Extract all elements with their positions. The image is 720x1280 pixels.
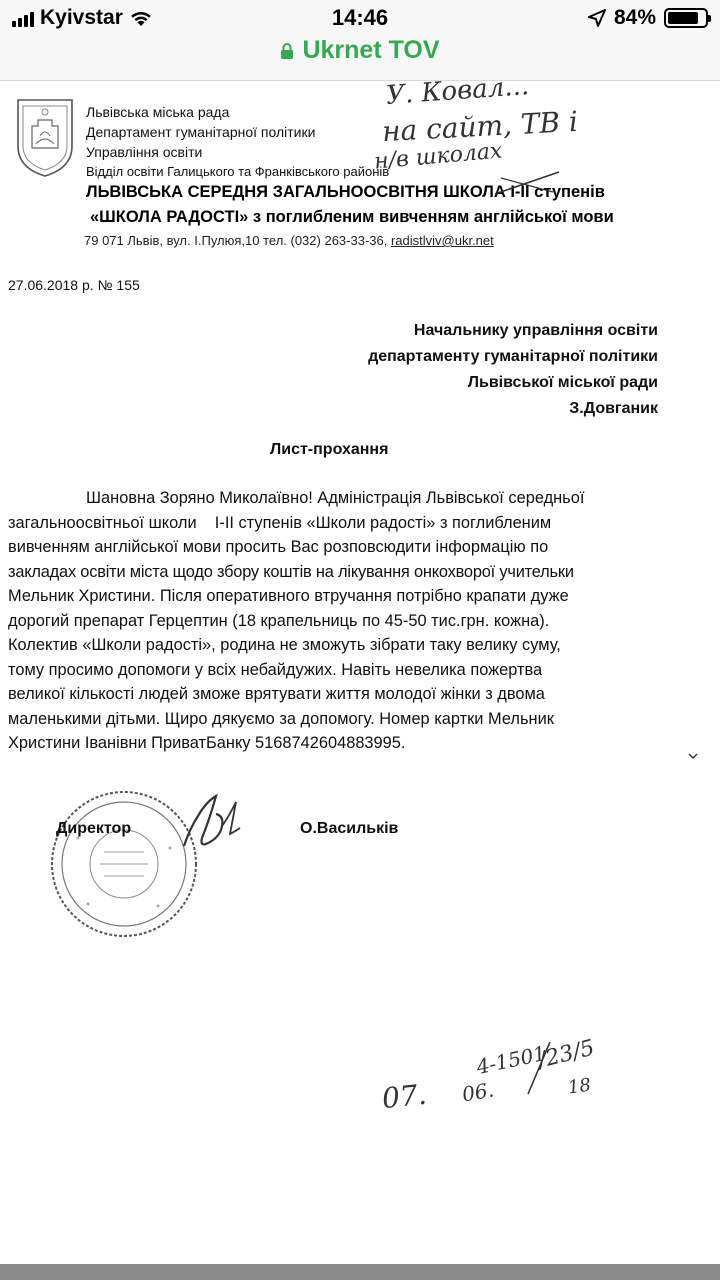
letter-date-number: 27.06.2018 р. № 155 [8,277,140,293]
status-right [588,6,708,30]
body-line: маленькими дітьми. Щиро дякуємо за допомогу. Номер картки Мельник [8,709,554,728]
status-bar [0,0,720,81]
url-bar[interactable] [0,36,720,65]
handwritten-reg-number: 4-1501 [474,1040,549,1080]
url-label: Ukrnet TOV [302,36,440,64]
handwritten-reg-month: 06. [460,1077,496,1107]
address-text: 79 071 Львів, вул. І.Пулюя,10 тел. (032) 263-33-36, [84,233,391,248]
signature-position: Директор [56,820,132,837]
letter-body [8,486,658,756]
handwritten-slash-mark [524,1038,554,1098]
signatory-name: О.Васильків [300,820,399,837]
clock: 14:46 [331,5,389,30]
handwritten-strike-mark [493,168,563,198]
addressee-line-1: Начальнику управління освіти [413,322,658,339]
handwritten-signature [176,788,256,860]
scroll-indicator-icon [688,752,698,760]
carrier-name: Kyivstar [40,6,123,29]
document-page [0,71,720,1264]
addressee-line-3: Львівської міської ради [467,374,658,391]
battery-level [668,12,698,24]
body-line: вивченням англійської мови просить Вас розповсюдити інформацію по [8,538,549,556]
letterhead-line-4: Відділ освіти Галицького та Франківського районів [86,164,390,179]
body-line: великої кількості людей зможе врятувати життя молодої жінки з двома [8,685,545,703]
body-line: Христини Іванівни ПриватБанку 5168742604883995. [8,734,406,752]
lock-icon [280,42,294,60]
body-line: Колектив «Школи радості», родина не зможуть зібрати таку велику суму, [8,636,561,654]
handwritten-reg-day: 07. [380,1077,429,1116]
letterhead-line-2: Департамент гуманітарної політики [86,124,316,140]
body-line: дорогий препарат Герцептин (18 крапельниць по 45-50 тис.грн. кожна). [8,611,550,630]
body-line: Шановна Зоряно Миколаївно! Адміністрація Львівської середньої [86,489,585,507]
school-name-line-1: ЛЬВІВСЬКА СЕРЕДНЯ ЗАГАЛЬНООСВІТНЯ ШКОЛА I-II ступенів [86,183,605,201]
bottom-toolbar [0,1264,720,1280]
location-arrow-icon [588,9,606,27]
body-line: Мельник Христини. Після оперативного втручання потрібно крапати дуже [8,587,569,605]
letterhead-line-3: Управління освіти [86,144,203,160]
school-email: radistlviv@ukr.net [390,233,494,248]
handwritten-note-line-2: на сайт, ТВ і [381,104,579,149]
battery-icon [664,8,708,28]
battery-percent: 84% [613,6,656,29]
addressee-line-4: З.Довганик [569,400,658,417]
addressee-block [300,318,658,422]
letter-title: Лист-прохання [270,441,389,458]
coat-of-arms-icon [14,96,76,178]
letterhead-line-1: Львівська міська рада [86,104,230,120]
addressee-line-2: департаменту гуманітарної політики [368,348,658,365]
school-name-line-2: «ШКОЛА РАДОСТІ» з поглибленим вивченням англійської мови [90,208,614,226]
handwritten-reg-sub: 18 [566,1074,593,1099]
handwritten-note-line-3: н/в школах [373,138,504,175]
handwritten-note-line-1: У. Ковал... [385,71,530,111]
handwritten-reg-suffix: /23/5 [535,1035,598,1074]
body-line: закладах освіти міста щодо збору коштів на лікування онкохворої учительки [8,562,574,581]
school-address [84,233,494,248]
body-line: тому просимо допомоги у всіх небайдужих. Навіть невелика пожертва [8,660,543,679]
body-line: загальноосвітньої школи І-ІІ ступенів «Школи радості» з поглибленим [8,513,552,532]
